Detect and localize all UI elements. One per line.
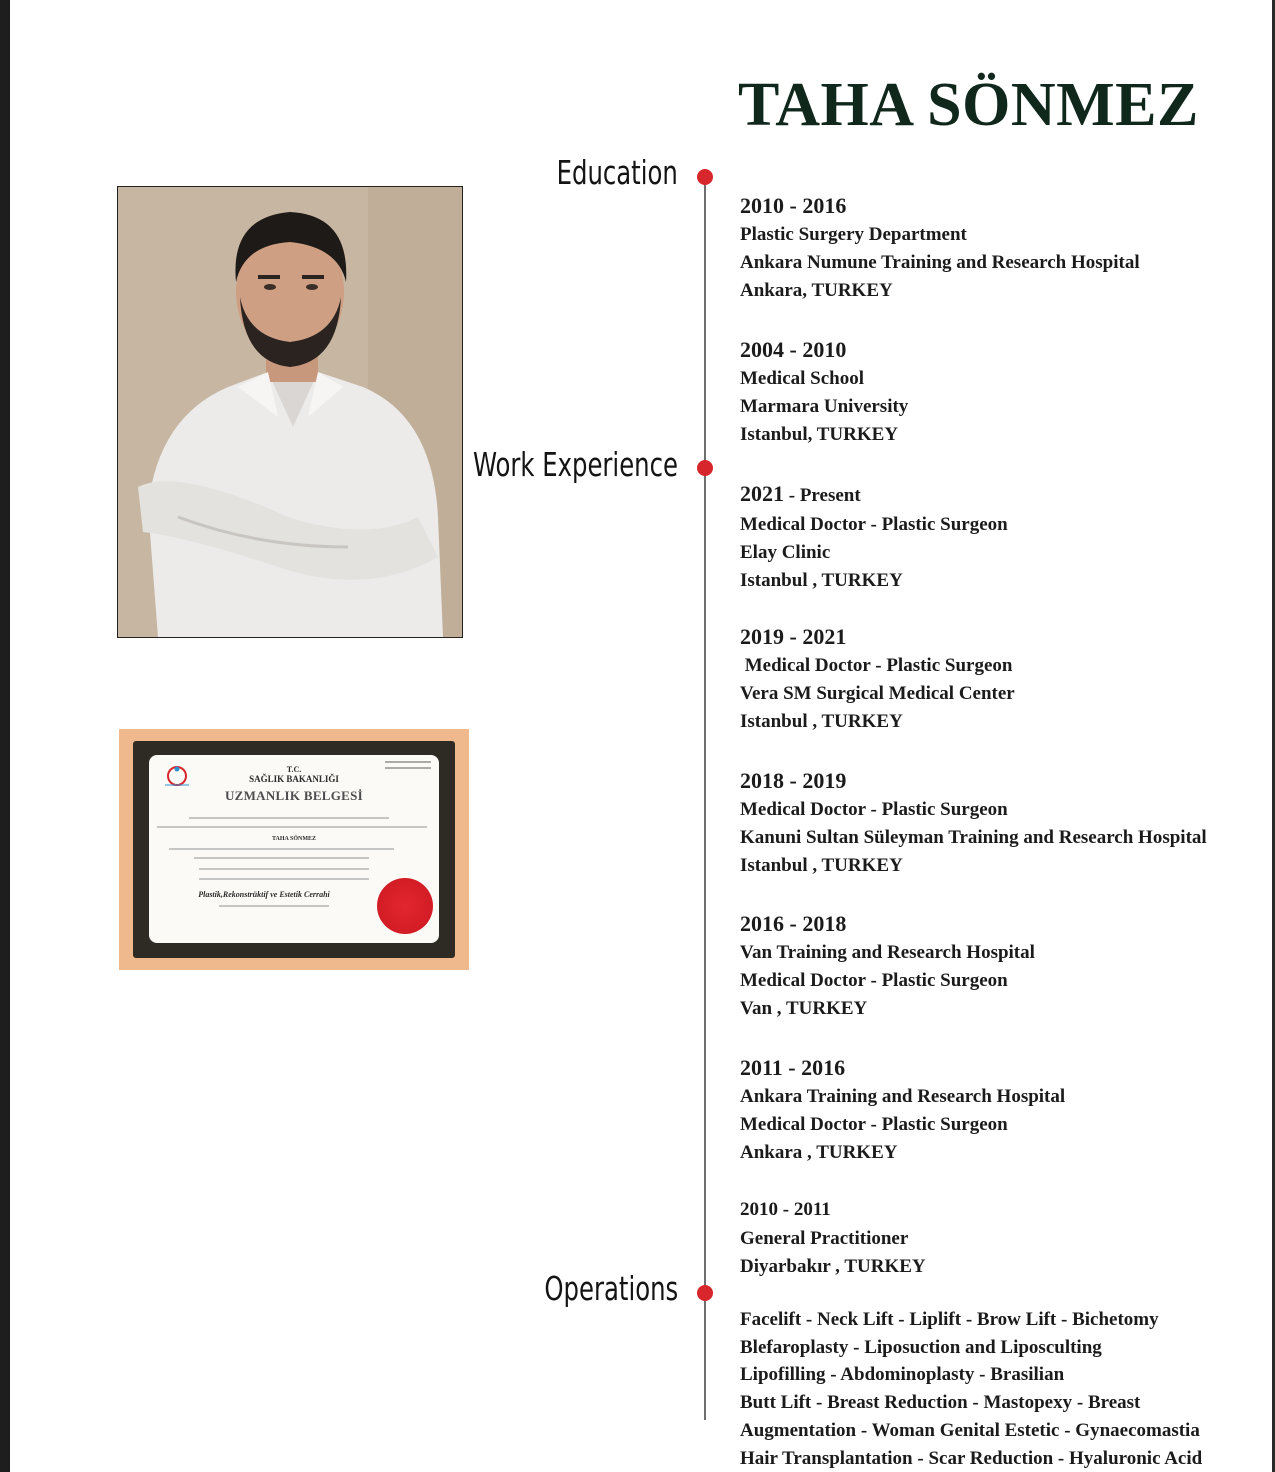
certificate-image bbox=[119, 729, 469, 970]
entry-line: Ankara Numune Training and Research Hospital bbox=[740, 252, 1140, 273]
entry-line: Medical Doctor - Plastic Surgeon bbox=[740, 970, 1008, 991]
timeline-line bbox=[704, 176, 706, 1420]
operations-line: Lipofilling - Abdominoplasty - Brasilian bbox=[740, 1364, 1065, 1386]
work-entry bbox=[740, 479, 1008, 595]
entry-line: Marmara University bbox=[740, 396, 909, 417]
operations-list bbox=[740, 1306, 1260, 1472]
red-seal-stamp bbox=[377, 878, 433, 934]
work-entry bbox=[740, 622, 1015, 736]
certificate-paper bbox=[149, 755, 439, 943]
certificate-text-line bbox=[199, 868, 369, 870]
entry-years: 2011 - 2016 bbox=[740, 1055, 846, 1080]
entry-years: 2016 - 2018 bbox=[740, 911, 847, 936]
entry-line: Medical Doctor - Plastic Surgeon bbox=[740, 514, 1008, 535]
entry-line: Kanuni Sultan Süleyman Training and Research Hospital bbox=[740, 827, 1207, 848]
certificate-text-line bbox=[157, 826, 427, 828]
timeline-dot-education bbox=[697, 169, 713, 185]
entry-years: 2010 - 2011 bbox=[740, 1199, 831, 1220]
certificate-text-line bbox=[189, 817, 389, 819]
education-entry bbox=[740, 191, 1140, 305]
entry-line: Ankara Training and Research Hospital bbox=[740, 1086, 1066, 1107]
entry-years: 2019 - 2021 bbox=[740, 624, 847, 649]
entry-years: 2018 - 2019 bbox=[740, 768, 847, 793]
entry-line: Van , TURKEY bbox=[740, 998, 868, 1019]
operations-line: Blefaroplasty - Liposuction and Liposculting bbox=[740, 1336, 1102, 1358]
certificate-text-line bbox=[169, 848, 394, 850]
entry-line: Medical Doctor - Plastic Surgeon bbox=[740, 799, 1008, 820]
certificate-holder: TAHA SÖNMEZ bbox=[271, 836, 317, 842]
entry-line: Medical Doctor - Plastic Surgeon bbox=[740, 655, 1013, 676]
entry-years: 2004 - 2010 bbox=[740, 337, 847, 362]
portrait-photo bbox=[117, 186, 463, 638]
section-heading-education: Education bbox=[556, 153, 678, 192]
entry-line: Vera SM Surgical Medical Center bbox=[740, 683, 1015, 704]
entry-line: Istanbul , TURKEY bbox=[740, 855, 903, 876]
entry-line: Ankara , TURKEY bbox=[740, 1142, 898, 1163]
work-entry bbox=[740, 1195, 926, 1281]
entry-years bbox=[740, 479, 1008, 511]
entry-line: Istanbul, TURKEY bbox=[740, 424, 899, 445]
operations-line: Butt Lift - Breast Reduction - Mastopexy - Breast bbox=[740, 1392, 1141, 1414]
certificate-tc: T.C. bbox=[286, 765, 302, 774]
certificate-text-line bbox=[199, 878, 369, 880]
entry-line: Medical Doctor - Plastic Surgeon bbox=[740, 1114, 1008, 1135]
work-entry bbox=[740, 1053, 1065, 1167]
work-entry bbox=[740, 909, 1035, 1023]
timeline-dot-work bbox=[697, 460, 713, 476]
timeline-dot-operations bbox=[697, 1285, 713, 1301]
certificate-field: Plastik,Rekonstrüktif ve Estetik Cerrahi bbox=[198, 890, 330, 899]
certificate-text-line bbox=[194, 857, 369, 859]
entry-line: Istanbul , TURKEY bbox=[740, 711, 903, 732]
operations-line: Facelift - Neck Lift - Liplift - Brow Lift - Bichetomy bbox=[740, 1309, 1159, 1330]
certificate-title: UZMANLIK BELGESİ bbox=[224, 788, 364, 803]
certificate-meta-line bbox=[385, 761, 431, 763]
entry-line: Diyarbakır , TURKEY bbox=[740, 1256, 926, 1277]
entry-years-start: 2021 bbox=[740, 481, 784, 506]
person-name: TAHA SÖNMEZ bbox=[738, 71, 1199, 139]
education-entry bbox=[740, 335, 908, 449]
entry-line: Plastic Surgery Department bbox=[740, 224, 967, 245]
entry-line: Ankara, TURKEY bbox=[740, 280, 893, 301]
entry-line: General Practitioner bbox=[740, 1228, 909, 1249]
left-edge-bar bbox=[0, 0, 10, 1472]
certificate-text-line bbox=[219, 905, 329, 907]
work-entry bbox=[740, 766, 1207, 880]
certificate-ministry: SAĞLIK BAKANLIĞI bbox=[249, 774, 339, 784]
entry-years-suffix: - Present bbox=[784, 485, 861, 506]
entry-line: Elay Clinic bbox=[740, 542, 831, 563]
operations-line: Augmentation - Woman Genital Estetic - Gynaecomastia bbox=[740, 1419, 1200, 1441]
section-heading-work-experience: Work Experience bbox=[473, 445, 678, 484]
entry-line: Van Training and Research Hospital bbox=[740, 942, 1035, 963]
section-heading-operations: Operations bbox=[544, 1269, 678, 1308]
operations-line: Hair Transplantation - Scar Reduction - Hyaluronic Acid bbox=[740, 1447, 1203, 1469]
entry-line: Istanbul , TURKEY bbox=[740, 570, 903, 591]
entry-line: Medical School bbox=[740, 368, 865, 389]
entry-years: 2010 - 2016 bbox=[740, 193, 847, 218]
